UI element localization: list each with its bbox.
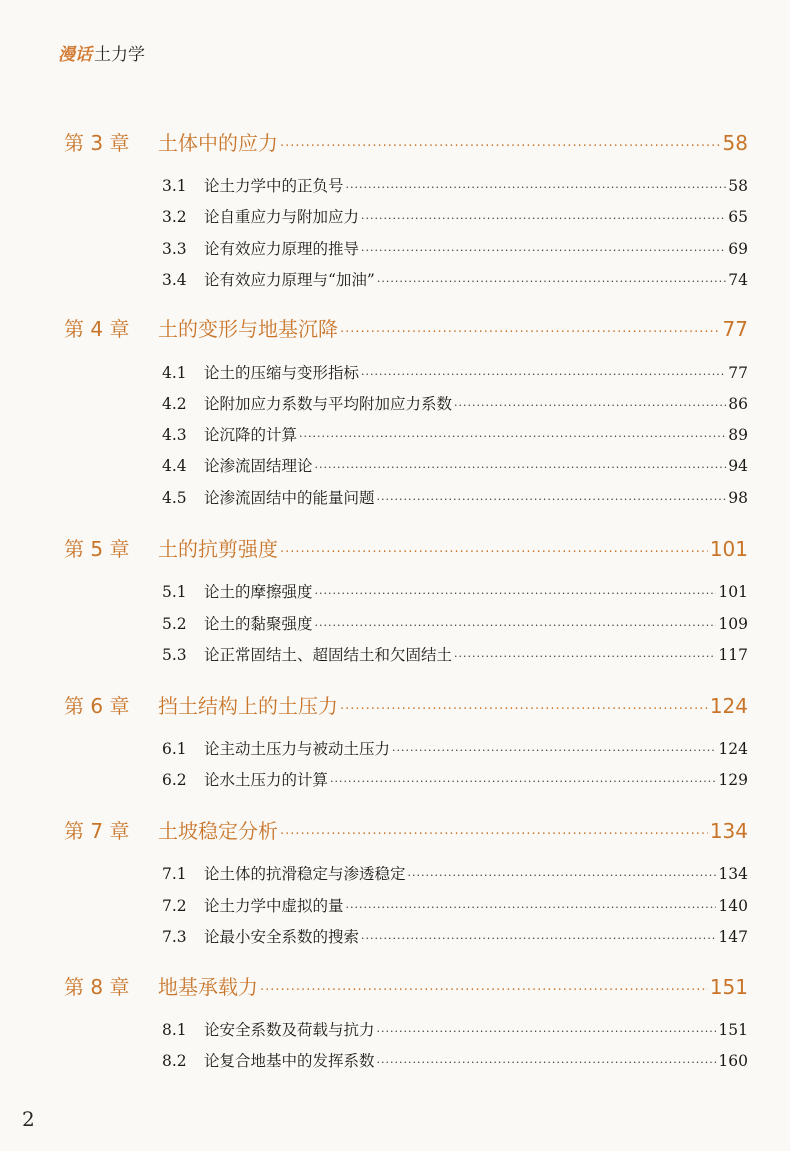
dot-leader: [340, 702, 708, 717]
section-page-number: 74: [728, 271, 748, 289]
dot-leader: [330, 775, 716, 788]
section-title: 论复合地基中的发挥系数: [204, 1052, 375, 1070]
toc-chapter-entry[interactable]: [64, 971, 748, 1001]
chapter-number: 第 4 章: [64, 317, 130, 341]
chapter-title: 挡土结构上的土压力: [158, 694, 338, 718]
toc-section-entry[interactable]: [162, 205, 748, 229]
section-number: 3.2: [162, 208, 187, 226]
dot-leader: [346, 181, 727, 194]
chapter-page-number: 58: [722, 131, 748, 155]
toc-section-entry[interactable]: [162, 1049, 748, 1073]
toc-section-entry[interactable]: [162, 454, 748, 478]
section-page-number: 129: [718, 771, 748, 789]
dot-leader: [361, 244, 726, 257]
toc-chapter-entry[interactable]: [64, 815, 748, 845]
toc-section-entry[interactable]: [162, 237, 748, 261]
dot-leader: [392, 744, 716, 757]
section-title: 论有效应力原理与“加油”: [204, 271, 375, 289]
section-number: 4.4: [162, 457, 187, 475]
section-number: 3.3: [162, 240, 187, 258]
section-page-number: 98: [728, 489, 748, 507]
section-number: 4.1: [162, 364, 187, 382]
toc-section-entry[interactable]: [162, 643, 748, 667]
dot-leader: [377, 1025, 717, 1038]
section-number: 7.2: [162, 897, 187, 915]
section-number: 4.3: [162, 426, 187, 444]
section-number: 7.1: [162, 865, 187, 883]
dot-leader: [315, 619, 717, 632]
toc-section-entry[interactable]: [162, 423, 748, 447]
section-title: 论安全系数及荷载与抗力: [204, 1021, 375, 1039]
toc-section-entry[interactable]: [162, 768, 748, 792]
section-title: 论正常固结土、超固结土和欠固结土: [204, 646, 453, 664]
section-title: 论自重应力与附加应力: [204, 208, 360, 226]
toc-section-entry[interactable]: [162, 894, 748, 918]
chapter-page-number: 151: [709, 975, 748, 999]
dot-leader: [377, 275, 726, 288]
section-number: 4.2: [162, 395, 187, 413]
header-title: 土力学: [94, 45, 145, 65]
section-page-number: 140: [718, 897, 748, 915]
section-title: 论渗流固结理论: [204, 457, 313, 475]
chapter-page-number: 124: [709, 694, 748, 718]
toc-chapter-entry[interactable]: [64, 533, 748, 563]
section-page-number: 147: [718, 928, 748, 946]
section-title: 论土的摩擦强度: [204, 583, 313, 601]
dot-leader: [260, 983, 708, 998]
section-number: 6.1: [162, 740, 187, 758]
section-page-number: 124: [718, 740, 748, 758]
section-number: 5.2: [162, 615, 187, 633]
section-title: 论水土压力的计算: [204, 771, 329, 789]
section-title: 论主动土压力与被动土压力: [204, 740, 391, 758]
toc-section-entry[interactable]: [162, 268, 748, 292]
dot-leader: [346, 901, 717, 914]
section-number: 3.1: [162, 177, 187, 195]
chapter-number: 第 8 章: [64, 975, 130, 999]
section-page-number: 94: [728, 457, 748, 475]
dot-leader: [361, 212, 726, 225]
dot-leader: [315, 461, 727, 474]
section-title: 论土力学中的正负号: [204, 177, 344, 195]
section-title: 论沉降的计算: [204, 426, 298, 444]
section-page-number: 77: [728, 364, 748, 382]
section-page-number: 58: [728, 177, 748, 195]
toc-section-entry[interactable]: [162, 612, 748, 636]
toc-section-entry[interactable]: [162, 580, 748, 604]
chapter-number: 第 7 章: [64, 819, 130, 843]
chapter-number: 第 3 章: [64, 131, 130, 155]
dot-leader: [454, 650, 716, 663]
dot-leader: [361, 932, 716, 945]
toc-chapter-entry[interactable]: [64, 690, 748, 720]
toc-section-entry[interactable]: [162, 862, 748, 886]
section-number: 5.3: [162, 646, 187, 664]
chapter-title: 土的变形与地基沉降: [158, 317, 338, 341]
chapter-title: 土坡稳定分析: [158, 819, 278, 843]
section-title: 论有效应力原理的推导: [204, 240, 360, 258]
chapter-page-number: 77: [722, 317, 748, 341]
section-title: 论土的压缩与变形指标: [204, 364, 360, 382]
section-title: 论土的黏聚强度: [204, 615, 313, 633]
section-number: 4.5: [162, 489, 187, 507]
chapter-page-number: 101: [709, 537, 748, 561]
toc-chapter-entry[interactable]: [64, 127, 748, 157]
section-page-number: 109: [718, 615, 748, 633]
chapter-title: 土体中的应力: [158, 131, 278, 155]
dot-leader: [377, 493, 727, 506]
dot-leader: [280, 139, 721, 154]
dot-leader: [280, 545, 708, 560]
toc-section-entry[interactable]: [162, 392, 748, 416]
toc-section-entry[interactable]: [162, 361, 748, 385]
section-page-number: 160: [718, 1052, 748, 1070]
section-title: 论土体的抗滑稳定与渗透稳定: [204, 865, 406, 883]
toc-section-entry[interactable]: [162, 1018, 748, 1042]
dot-leader: [361, 368, 726, 381]
chapter-page-number: 134: [709, 819, 748, 843]
section-page-number: 65: [728, 208, 748, 226]
toc-chapter-entry[interactable]: [64, 313, 748, 343]
section-title: 论土力学中虚拟的量: [204, 897, 344, 915]
section-title: 论最小安全系数的搜索: [204, 928, 360, 946]
chapter-number: 第 6 章: [64, 694, 130, 718]
dot-leader: [280, 827, 708, 842]
section-page-number: 69: [728, 240, 748, 258]
toc-section-entry[interactable]: [162, 174, 748, 198]
running-header: [58, 40, 145, 65]
dot-leader: [340, 325, 721, 340]
dot-leader: [315, 587, 717, 600]
section-page-number: 134: [718, 865, 748, 883]
toc-section-entry[interactable]: [162, 486, 748, 510]
chapter-number: 第 5 章: [64, 537, 130, 561]
section-page-number: 101: [718, 583, 748, 601]
chapter-title: 地基承载力: [158, 975, 258, 999]
dot-leader: [299, 430, 726, 443]
header-brand: 漫话: [58, 45, 92, 65]
section-number: 3.4: [162, 271, 187, 289]
page-number: 2: [22, 1107, 35, 1131]
section-page-number: 86: [728, 395, 748, 413]
section-number: 8.1: [162, 1021, 187, 1039]
section-title: 论附加应力系数与平均附加应力系数: [204, 395, 453, 413]
section-page-number: 151: [718, 1021, 748, 1039]
section-page-number: 117: [718, 646, 748, 664]
chapter-title: 土的抗剪强度: [158, 537, 278, 561]
toc-section-entry[interactable]: [162, 925, 748, 949]
dot-leader: [377, 1056, 717, 1069]
dot-leader: [408, 869, 717, 882]
section-number: 7.3: [162, 928, 187, 946]
section-number: 8.2: [162, 1052, 187, 1070]
section-page-number: 89: [728, 426, 748, 444]
dot-leader: [454, 399, 726, 412]
section-number: 5.1: [162, 583, 187, 601]
section-number: 6.2: [162, 771, 187, 789]
section-title: 论渗流固结中的能量问题: [204, 489, 375, 507]
toc-section-entry[interactable]: [162, 737, 748, 761]
